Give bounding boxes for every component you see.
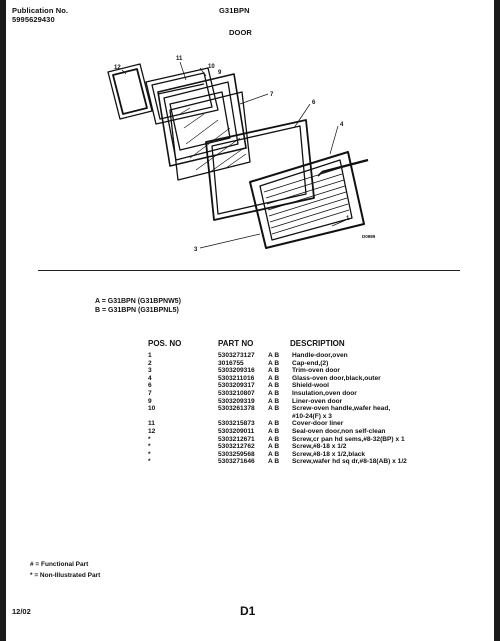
cell-description: Screw,#8-18 x 1/2 (292, 443, 347, 451)
cell-part-no: 5303212671 (218, 435, 255, 443)
cell-model-code: A B (268, 359, 280, 367)
callout-12: 12 (114, 65, 121, 71)
cell-model-code: A B (268, 450, 280, 458)
cell-part-no: 5303261378 (218, 405, 255, 413)
cell-description: Cap-end,(2) (292, 359, 329, 367)
table-row (148, 405, 462, 413)
cell-model-code (268, 413, 290, 421)
door-insulation-part (170, 92, 250, 180)
note-functional-part: # = Functional Part (30, 561, 89, 568)
table-row (148, 443, 462, 451)
cell-description: Seal-oven door,non self-clean (292, 427, 386, 435)
cell-model-code: A B (268, 405, 280, 413)
cell-part-no: 5303209319 (218, 397, 255, 405)
cell-part-no (218, 413, 268, 421)
cell-part-no: 5303209011 (218, 427, 255, 435)
cell-description: #10-24(F) x 3 (292, 412, 332, 420)
section-title: DOOR (229, 28, 252, 37)
cell-part-no: 5303271646 (218, 458, 255, 466)
callout-9: 9 (218, 70, 222, 76)
publication-label: Publication No. (12, 6, 69, 15)
cell-model-code: A B (268, 435, 280, 443)
cell-pos-no: 9 (148, 397, 152, 405)
door-seal-part (108, 64, 152, 119)
cell-part-no: 5303215873 (218, 420, 255, 428)
table-row (148, 458, 462, 466)
parts-table (148, 352, 462, 466)
cell-part-no: 5303211016 (218, 374, 255, 382)
cell-part-no: 5303210807 (218, 389, 255, 397)
cell-pos-no: 6 (148, 382, 152, 390)
model-legend (95, 297, 181, 315)
cell-description: Screw-oven handle,wafer head, (292, 405, 391, 413)
cell-pos-no: 1 (148, 352, 152, 359)
callout-11: 11 (176, 56, 183, 62)
section-divider (38, 270, 460, 271)
table-row (148, 360, 462, 368)
cell-description: Screw,#8-18 x 1/2,black (292, 450, 366, 458)
cell-pos-no: * (148, 435, 151, 443)
cell-pos-no (148, 413, 218, 421)
cell-model-code: A B (268, 367, 280, 375)
cell-pos-no: * (148, 458, 151, 466)
cell-description: Trim-oven door (292, 367, 340, 375)
cell-model-code: A B (268, 352, 280, 359)
table-row (148, 398, 462, 406)
cell-part-no: 5303259568 (218, 450, 255, 458)
footer-date: 12/02 (12, 607, 31, 616)
cell-part-no: 3016755 (218, 359, 244, 367)
table-row (148, 375, 462, 383)
cell-description: Insulation,oven door (292, 389, 357, 397)
cell-description: Handle-door,oven (292, 352, 348, 359)
cell-model-code: A B (268, 458, 280, 466)
cell-description: Cover-door liner (292, 420, 344, 428)
door-exploded-diagram (100, 48, 400, 260)
cell-model-code: A B (268, 397, 280, 405)
cell-description: Liner-oven door (292, 397, 343, 405)
callout-1: 1 (346, 216, 350, 222)
column-header-part: PART NO (218, 339, 254, 348)
cell-description: Glass-oven door,black,outer (292, 374, 381, 382)
cell-model-code: A B (268, 443, 280, 451)
column-header-description: DESCRIPTION (290, 339, 345, 348)
legend-item-a: A = G31BPN (G31BPNW5) (95, 298, 181, 305)
cell-pos-no: 10 (148, 405, 156, 413)
table-row (148, 420, 462, 428)
cell-model-code: A B (268, 420, 280, 428)
model-number: G31BPN (219, 6, 250, 15)
callout-10: 10 (208, 64, 215, 70)
scan-border-left (0, 0, 6, 641)
scan-border-right (494, 0, 500, 641)
cell-model-code: A B (268, 374, 280, 382)
outer-glass-part (206, 120, 314, 220)
table-row (148, 413, 462, 421)
cell-pos-no: 11 (148, 420, 155, 428)
callout-3: 3 (194, 247, 198, 253)
table-row (148, 367, 462, 375)
column-header-pos: POS. NO (148, 339, 182, 348)
cell-pos-no: * (148, 450, 151, 458)
cell-model-code: A B (268, 382, 280, 390)
cell-model-code: A B (268, 427, 280, 435)
table-row (148, 451, 462, 459)
table-row (148, 390, 462, 398)
page-number: D1 (240, 604, 256, 618)
table-row (148, 428, 462, 436)
note-non-illustrated-part: * = Non-Illustrated Part (30, 572, 101, 579)
cell-pos-no: 2 (148, 359, 152, 367)
parts-table-body (148, 352, 462, 466)
cell-part-no: 5303273127 (218, 352, 255, 359)
cell-description: Shield-wool (292, 382, 329, 390)
cell-part-no: 5303212762 (218, 443, 255, 451)
figure-code: D0989 (362, 234, 376, 239)
cell-part-no: 5303209316 (218, 367, 255, 375)
cell-model-code: A B (268, 389, 280, 397)
cell-description: Screw,wafer hd sq dr,#8-18(AB) x 1/2 (292, 458, 407, 466)
cell-pos-no: 7 (148, 389, 152, 397)
cell-pos-no: 3 (148, 367, 152, 375)
callout-4: 4 (340, 122, 344, 128)
cell-pos-no: 4 (148, 374, 152, 382)
legend-item-b: B = G31BPN (G31BPNL5) (95, 307, 179, 314)
cell-part-no: 5303209317 (218, 382, 255, 390)
cell-description: Screw,cr pan hd sems,#8-32(BP) x 1 (292, 435, 405, 443)
callout-7: 7 (270, 92, 274, 98)
table-row (148, 436, 462, 444)
parts-notes (30, 559, 100, 581)
table-row (148, 352, 462, 360)
table-row (148, 382, 462, 390)
publication-number: 5995629430 (12, 15, 55, 24)
cell-pos-no: * (148, 443, 151, 451)
cell-pos-no: 12 (148, 427, 156, 435)
callout-6: 6 (312, 100, 316, 106)
